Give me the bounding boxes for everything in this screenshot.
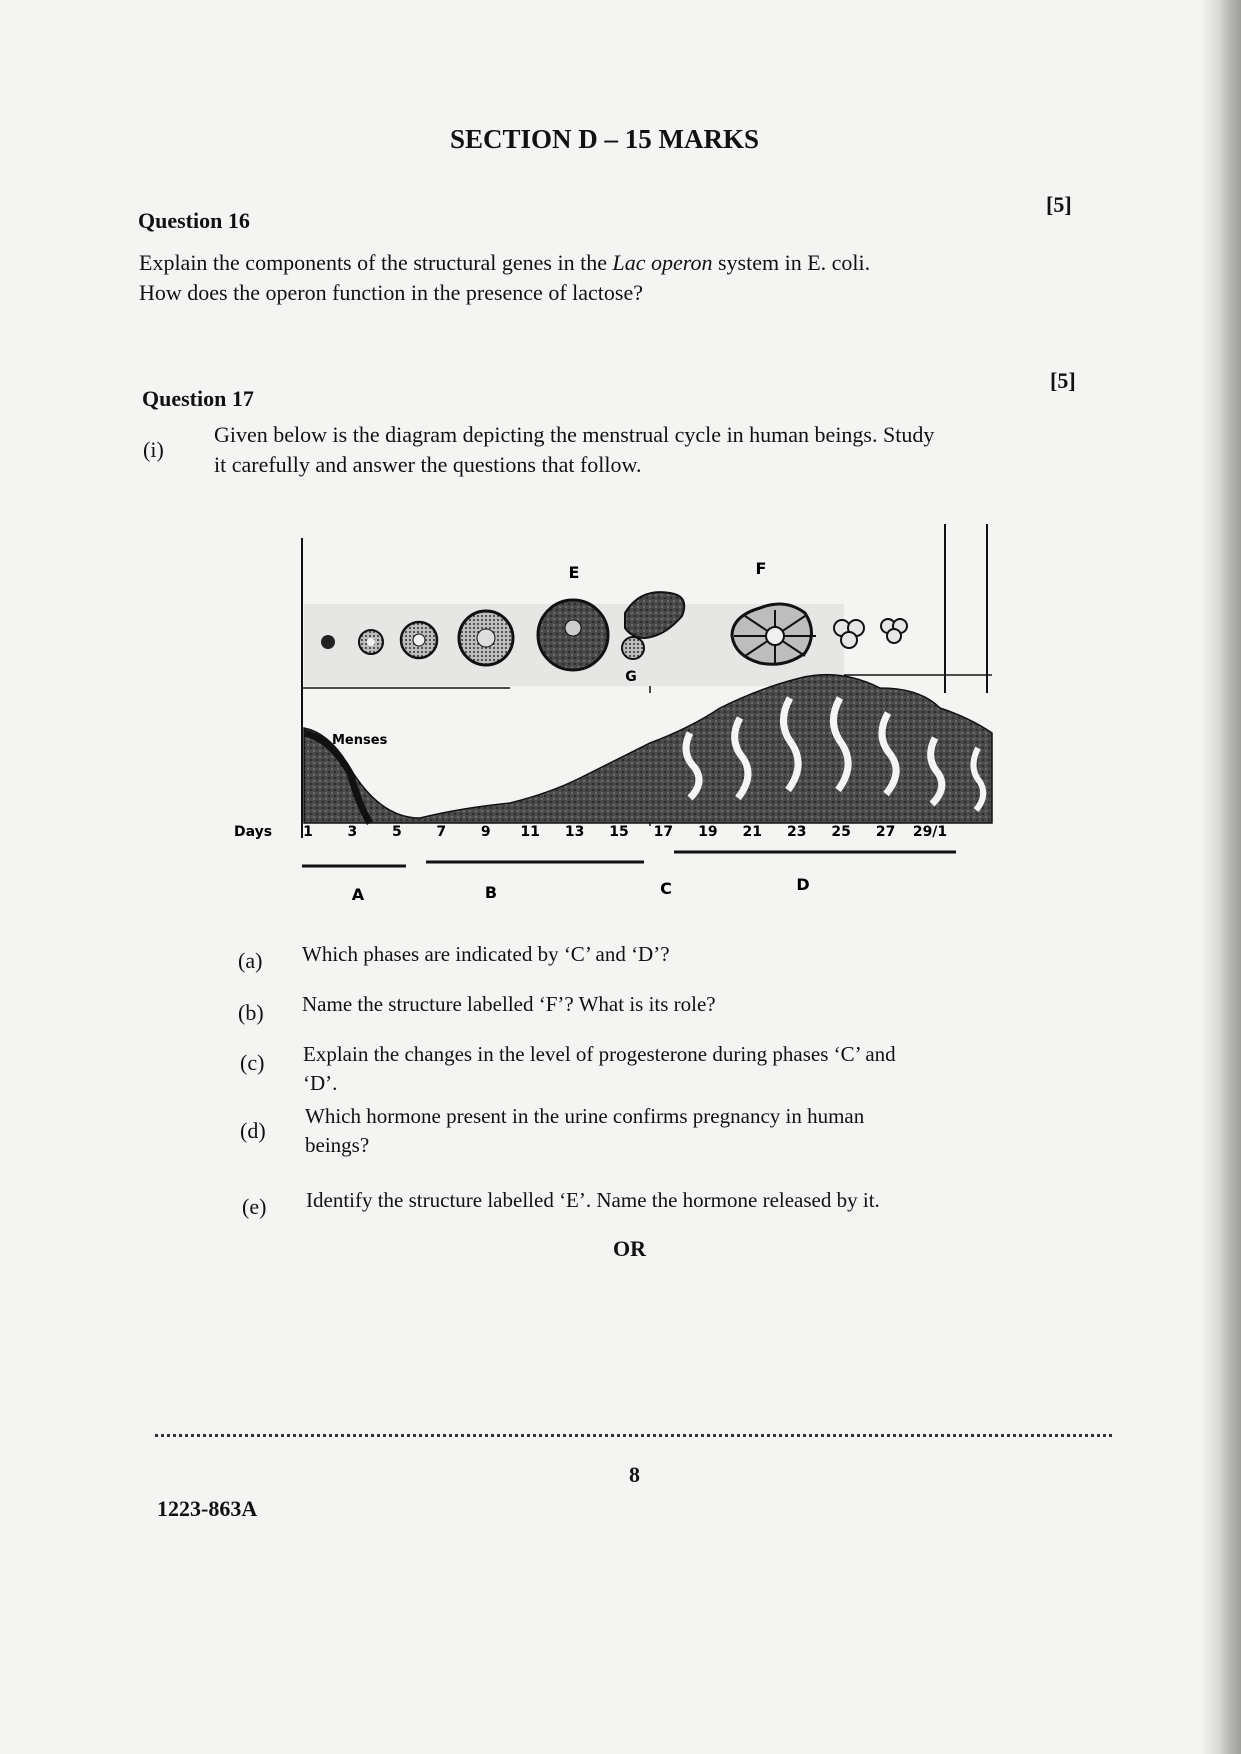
day-tick-15: 29/1 [912, 824, 948, 840]
subq-e-label: (e) [242, 1194, 267, 1219]
subq-b-label: (b) [238, 1000, 264, 1025]
subq-d-line-1: Which hormone present in the urine confirms pregnancy in human [305, 1104, 865, 1128]
follicle-4-core [477, 629, 495, 647]
subq-e-line-1: Identify the structure labelled ‘E’. Name the hormone released by it. [306, 1188, 880, 1212]
day-tick-7: 13 [564, 824, 585, 840]
subq-e-text [306, 1186, 1026, 1215]
question-16-line-1 [139, 248, 1039, 278]
subq-c-label: (c) [240, 1050, 265, 1075]
phase-label-a: A [351, 885, 365, 904]
label-e: E [568, 563, 580, 582]
day-tick-8: 15 [609, 824, 629, 840]
question-16-text [139, 248, 1039, 308]
day-tick-11: 21 [742, 824, 763, 840]
subq-a-text [302, 940, 1022, 969]
day-tick-14: 27 [875, 824, 896, 840]
day-tick-12: 23 [786, 824, 807, 840]
follicle-e-core [565, 620, 581, 636]
day-tick-10: 19 [698, 824, 718, 840]
corpus-luteum-f [732, 604, 816, 664]
day-tick-6: 11 [520, 824, 540, 840]
phase-label-c: C [660, 879, 672, 898]
label-days: Days [234, 824, 273, 840]
label-f: F [755, 559, 767, 578]
subq-d-line-2: beings? [305, 1133, 370, 1157]
follicle-1 [321, 635, 335, 649]
day-tick-5: 9 [480, 824, 491, 840]
question-17-heading: Question 17 [142, 386, 254, 411]
follicle-3-core [413, 634, 425, 646]
q17-intro-line-2: it carefully and answer the questions that follow. [214, 452, 642, 477]
section-title: SECTION D – 15 MARKS [449, 124, 760, 154]
page-number: 8 [629, 1462, 640, 1487]
subq-c-text [303, 1040, 1023, 1098]
label-menses: Menses [332, 733, 388, 748]
question-16-line-2: How does the operon function in the presence of lactose? [139, 280, 643, 305]
subq-d-text [305, 1102, 1025, 1160]
label-g: G [625, 669, 637, 685]
day-tick-2: 3 [347, 824, 358, 840]
q16-line1-em: Lac operon [612, 250, 713, 275]
question-17-part-label: (i) [143, 437, 164, 462]
paper-code: 1223-863A [157, 1496, 258, 1521]
phase-label-d: D [796, 875, 810, 894]
subq-b-line-1: Name the structure labelled ‘F’? What is its role? [302, 992, 716, 1016]
day-tick-13: 25 [831, 824, 851, 840]
q16-line1-pre: Explain the components of the structural genes in the [139, 250, 613, 275]
subq-a-line-1: Which phases are indicated by ‘C’ and ‘D’? [302, 942, 670, 966]
subq-c-line-2: ‘D’. [303, 1071, 338, 1095]
question-17-intro [214, 420, 1044, 480]
follicle-2-core [367, 638, 375, 646]
q16-line1-post: system in E. coli. [712, 250, 871, 275]
subq-d-label: (d) [240, 1118, 266, 1143]
question-17-marks: [5] [1050, 368, 1076, 393]
subq-c-line-1: Explain the changes in the level of progesterone during phases ‘C’ and [303, 1042, 896, 1066]
corpus-albicans-2 [881, 619, 907, 643]
footer-rule [155, 1434, 1112, 1437]
day-tick-1: 1 [303, 824, 313, 840]
question-16-marks: [5] [1046, 192, 1072, 217]
ruptured-follicle-g [622, 637, 644, 659]
day-tick-3: 5 [391, 824, 402, 840]
phase-label-b: B [484, 883, 498, 902]
day-tick-9: 17 [653, 824, 674, 840]
day-tick-4: 7 [436, 824, 447, 840]
day-tick-labels [303, 824, 947, 840]
menstrual-cycle-diagram [220, 518, 1010, 908]
question-16-heading: Question 16 [138, 208, 250, 233]
or-divider: OR [613, 1236, 646, 1261]
page-edge-shadow [1201, 0, 1241, 1754]
subq-b-text [302, 990, 1022, 1019]
subq-a-label: (a) [238, 948, 263, 973]
q17-intro-line-1: Given below is the diagram depicting the menstrual cycle in human beings. Study [214, 422, 935, 447]
